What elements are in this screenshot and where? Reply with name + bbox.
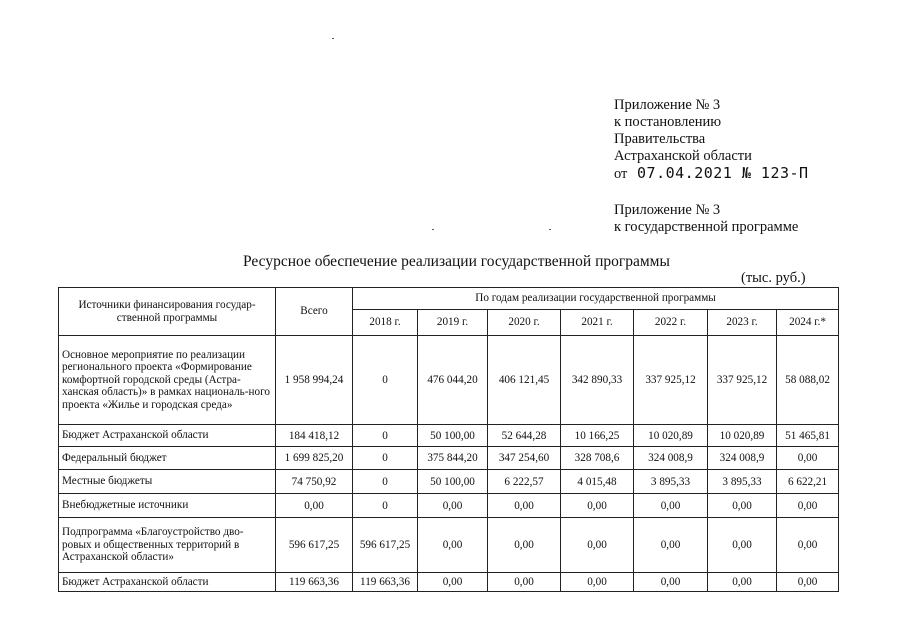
row-value: 0,00 (708, 518, 777, 573)
row-value: 0,00 (488, 518, 561, 573)
table-row (59, 425, 839, 447)
table-row (59, 573, 839, 592)
row-value: 6 622,21 (777, 470, 839, 494)
row-value: 0,00 (708, 573, 777, 592)
row-value: 324 008,9 (634, 447, 708, 470)
row-source: Местные бюджеты (59, 470, 276, 494)
row-value: 50 100,00 (418, 425, 488, 447)
row-value: 51 465,81 (777, 425, 839, 447)
row-source: Подпрограмма «Благоустройство дво-ровых и общественных территорий в Астраханской области» (59, 518, 276, 573)
row-value: 10 020,89 (708, 425, 777, 447)
header-year: 2022 г. (634, 310, 708, 336)
row-value: 10 166,25 (561, 425, 634, 447)
units-label: (тыс. руб.) (741, 270, 806, 286)
header-by-year: По годам реализации государственной программы (353, 288, 839, 310)
row-value: 0,00 (777, 494, 839, 518)
row-value: 0,00 (708, 494, 777, 518)
resource-table (58, 287, 839, 592)
row-value: 0,00 (561, 494, 634, 518)
row-value: 0,00 (561, 573, 634, 592)
row-value: 0,00 (488, 573, 561, 592)
document-title: Ресурсное обеспечение реализации государственной программы (243, 253, 670, 270)
row-value: 0,00 (418, 518, 488, 573)
program-annex-line-1: Приложение № 3 (614, 202, 721, 218)
row-value: 6 222,57 (488, 470, 561, 494)
table-row (59, 494, 839, 518)
row-value: 10 020,89 (634, 425, 708, 447)
row-value: 0,00 (777, 518, 839, 573)
program-annex-header (614, 202, 798, 236)
row-value: 0,00 (634, 518, 708, 573)
header-year: 2020 г. (488, 310, 561, 336)
row-value: 337 925,12 (708, 336, 777, 425)
header-total: Всего (276, 288, 353, 336)
row-source: Бюджет Астраханской области (59, 425, 276, 447)
row-total: 1 699 825,20 (276, 447, 353, 470)
table-row (59, 447, 839, 470)
row-value: 0,00 (418, 573, 488, 592)
header-year: 2021 г. (561, 310, 634, 336)
row-value: 50 100,00 (418, 470, 488, 494)
row-value: 375 844,20 (418, 447, 488, 470)
row-value: 4 015,48 (561, 470, 634, 494)
row-value: 0 (353, 447, 418, 470)
row-value: 0,00 (561, 518, 634, 573)
row-value: 0 (353, 470, 418, 494)
row-value: 0 (353, 336, 418, 425)
program-annex-line-2: к государственной программе (614, 219, 799, 235)
row-total: 0,00 (276, 494, 353, 518)
decree-annex-line-1: Приложение № 3 (614, 97, 721, 113)
decree-annex-line-2: к постановлению (614, 114, 722, 130)
row-value: 0,00 (777, 447, 839, 470)
row-value: 347 254,60 (488, 447, 561, 470)
row-value: 328 708,6 (561, 447, 634, 470)
row-value: 0 (353, 494, 418, 518)
row-value: 337 925,12 (634, 336, 708, 425)
row-value: 596 617,25 (353, 518, 418, 573)
header-year: 2019 г. (418, 310, 488, 336)
row-value: 0,00 (777, 573, 839, 592)
header-source: Источники финансирования государ-ственной программы (59, 288, 276, 336)
row-source: Основное мероприятие по реализации регионального проекта «Формирование комфортной городской среды (Астра-ханская область)» в рамках националь-ного проекта «Жилье и городская среда» (59, 336, 276, 425)
decree-date-number: 07.04.2021 № 123-П (637, 164, 809, 182)
row-value: 406 121,45 (488, 336, 561, 425)
row-total: 119 663,36 (276, 573, 353, 592)
decree-date-line (614, 165, 809, 183)
header-year: 2024 г.* (777, 310, 839, 336)
row-value: 0 (353, 425, 418, 447)
row-value: 0,00 (418, 494, 488, 518)
row-total: 184 418,12 (276, 425, 353, 447)
row-value: 52 644,28 (488, 425, 561, 447)
decree-annex-line-3: Правительства (614, 131, 706, 147)
row-value: 0,00 (488, 494, 561, 518)
scan-speck (432, 229, 434, 230)
row-source: Внебюджетные источники (59, 494, 276, 518)
scan-speck (549, 229, 551, 230)
scan-speck (332, 38, 334, 39)
row-value: 0,00 (634, 573, 708, 592)
row-value: 476 044,20 (418, 336, 488, 425)
row-value: 58 088,02 (777, 336, 839, 425)
table-row (59, 336, 839, 425)
row-value: 0,00 (634, 494, 708, 518)
row-source: Федеральный бюджет (59, 447, 276, 470)
row-source: Бюджет Астраханской области (59, 573, 276, 592)
row-value: 3 895,33 (634, 470, 708, 494)
row-value: 324 008,9 (708, 447, 777, 470)
row-total: 1 958 994,24 (276, 336, 353, 425)
table-row (59, 518, 839, 573)
row-total: 74 750,92 (276, 470, 353, 494)
header-year: 2023 г. (708, 310, 777, 336)
decree-annex-line-4: Астраханской области (614, 148, 752, 164)
decree-date-prefix: от (614, 166, 628, 182)
header-year: 2018 г. (353, 310, 418, 336)
row-value: 3 895,33 (708, 470, 777, 494)
row-total: 596 617,25 (276, 518, 353, 573)
table-row (59, 470, 839, 494)
decree-annex-header (614, 97, 809, 183)
row-value: 119 663,36 (353, 573, 418, 592)
row-value: 342 890,33 (561, 336, 634, 425)
